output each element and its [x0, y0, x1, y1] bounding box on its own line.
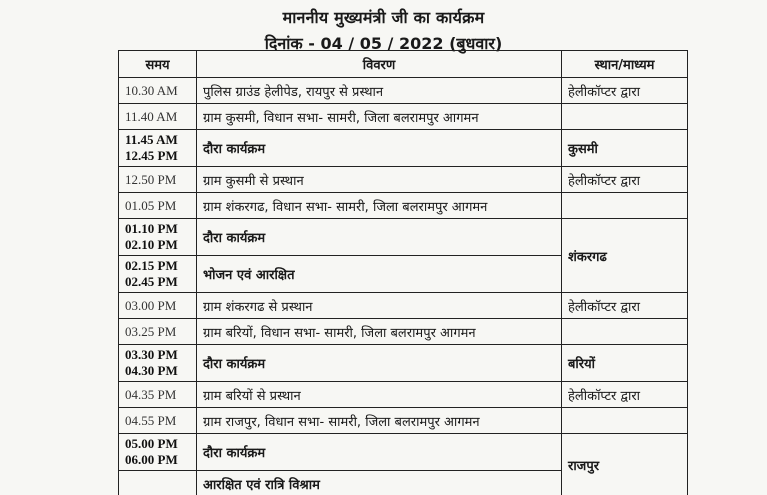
description-cell: भोजन एवं आरक्षित — [197, 256, 562, 293]
table-row — [119, 434, 688, 471]
place-cell — [562, 193, 688, 219]
table-header-row — [119, 51, 688, 78]
place-cell — [562, 408, 688, 434]
description-cell: आरक्षित एवं रात्रि विश्राम — [197, 471, 562, 495]
description-cell: ग्राम राजपुर, विधान सभा- सामरी, जिला बलरामपुर आगमन — [197, 408, 562, 434]
description-cell: दौरा कार्यक्रम — [197, 434, 562, 471]
description-cell: ग्राम बरियों से प्रस्थान — [197, 382, 562, 408]
table-row — [119, 78, 688, 104]
table-row — [119, 167, 688, 193]
document-header — [0, 6, 767, 54]
document-title: माननीय मुख्यमंत्री जी का कार्यक्रम — [282, 8, 485, 27]
time-cell: 11.40 AM — [119, 104, 197, 130]
table-row — [119, 193, 688, 219]
table-row — [119, 130, 688, 167]
table-row — [119, 293, 688, 319]
time-cell: 04.55 PM — [119, 408, 197, 434]
time-cell: 02.15 PM 02.45 PM — [119, 256, 197, 293]
place-cell: हेलीकॉप्टर द्वारा — [562, 167, 688, 193]
place-cell — [562, 319, 688, 345]
time-cell: 05.00 PM 06.00 PM — [119, 434, 197, 471]
table-row — [119, 104, 688, 130]
table-row — [119, 408, 688, 434]
time-cell: 03.00 PM — [119, 293, 197, 319]
description-cell: ग्राम बरियों, विधान सभा- सामरी, जिला बलरामपुर आगमन — [197, 319, 562, 345]
place-cell: हेलीकॉप्टर द्वारा — [562, 382, 688, 408]
time-cell — [119, 471, 197, 495]
place-cell: शंकरगढ — [562, 219, 688, 293]
time-cell: 01.05 PM — [119, 193, 197, 219]
description-cell: दौरा कार्यक्रम — [197, 219, 562, 256]
table-row — [119, 319, 688, 345]
description-cell: ग्राम कुसमी से प्रस्थान — [197, 167, 562, 193]
header-place: स्थान/माध्यम — [562, 51, 688, 78]
place-cell — [562, 104, 688, 130]
table-row — [119, 382, 688, 408]
place-cell: राजपुर — [562, 434, 688, 495]
time-cell: 11.45 AM 12.45 PM — [119, 130, 197, 167]
table-row — [119, 219, 688, 256]
header-description: विवरण — [197, 51, 562, 78]
description-cell: ग्राम कुसमी, विधान सभा- सामरी, जिला बलरामपुर आगमन — [197, 104, 562, 130]
document-date: दिनांक - 04 / 05 / 2022 (बुधवार) — [264, 34, 503, 53]
place-cell: बरियों — [562, 345, 688, 382]
place-cell: हेलीकॉप्टर द्वारा — [562, 293, 688, 319]
table-row — [119, 345, 688, 382]
time-cell: 03.30 PM 04.30 PM — [119, 345, 197, 382]
time-cell: 04.35 PM — [119, 382, 197, 408]
description-cell: ग्राम शंकरगढ से प्रस्थान — [197, 293, 562, 319]
time-cell: 03.25 PM — [119, 319, 197, 345]
time-cell: 10.30 AM — [119, 78, 197, 104]
time-cell: 12.50 PM — [119, 167, 197, 193]
time-cell: 01.10 PM 02.10 PM — [119, 219, 197, 256]
place-cell: कुसमी — [562, 130, 688, 167]
description-cell: दौरा कार्यक्रम — [197, 345, 562, 382]
description-cell: पुलिस ग्राउंड हेलीपेड, रायपुर से प्रस्थान — [197, 78, 562, 104]
description-cell: दौरा कार्यक्रम — [197, 130, 562, 167]
header-time: समय — [119, 51, 197, 78]
schedule-table — [118, 50, 688, 495]
place-cell: हेलीकॉप्टर द्वारा — [562, 78, 688, 104]
description-cell: ग्राम शंकरगढ, विधान सभा- सामरी, जिला बलरामपुर आगमन — [197, 193, 562, 219]
